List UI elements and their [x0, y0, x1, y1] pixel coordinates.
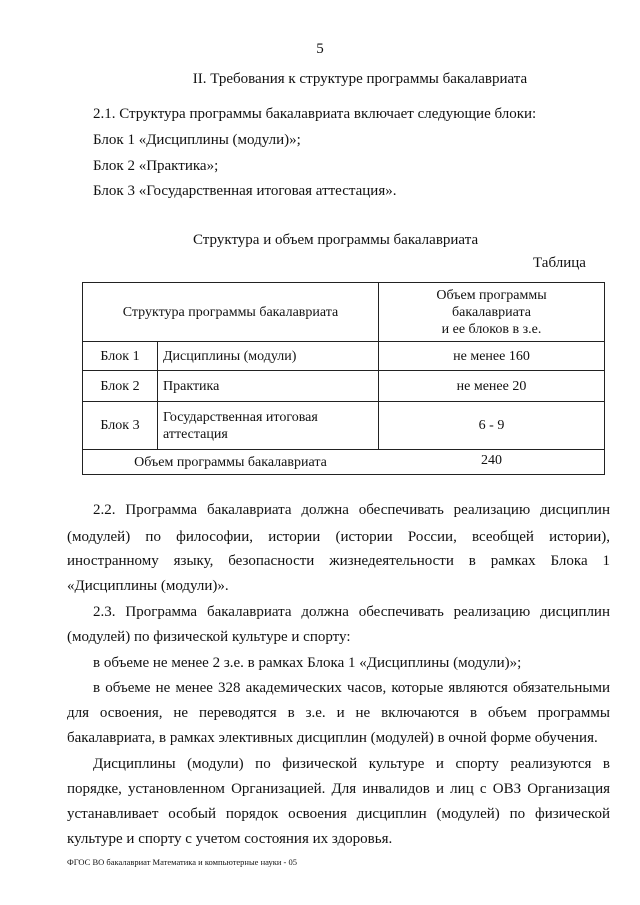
table-total-label: Объем программы бакалавриата	[134, 454, 327, 470]
name-line: аттестация	[163, 426, 228, 442]
table-label: Таблица	[533, 255, 586, 271]
paragraph-line: для освоения, не переводятся в з.е. и не включаются в объем программы	[67, 705, 610, 721]
paragraph-line: иностранному языку, безопасности жизнедеятельности в рамках Блока 1	[67, 553, 610, 569]
table-header-volume	[379, 283, 604, 341]
name-line: Государственная итоговая	[163, 409, 318, 425]
table-cell-block: Блок 1	[100, 348, 140, 364]
paragraph-line: (модулей) по философии, истории (истории России, всеобщей истории),	[67, 529, 610, 545]
table-cell-volume: не менее 160	[453, 348, 530, 364]
table-cell-name: Дисциплины (модули)	[163, 348, 297, 364]
paragraph-line: устанавливает особый порядок освоения дисциплин (модулей) по физической	[67, 806, 610, 822]
header-volume-line: и ее блоков в з.е.	[441, 321, 542, 337]
intro-line: Блок 3 «Государственная итоговая аттестация».	[93, 183, 397, 199]
paragraph-line: порядке, установленном Организацией. Для инвалидов и лиц с ОВЗ Организация	[67, 781, 610, 797]
table-total-value: 240	[481, 452, 502, 468]
paragraph-line: в объеме не менее 328 академических часов, которые являются обязательными	[93, 680, 610, 696]
footer: ФГОС ВО бакалавриат Математика и компьютерные науки - 05	[67, 857, 297, 867]
paragraph-line: бакалавриата, в рамках элективных дисциплин (модулей) в очной форме обучения.	[67, 730, 598, 746]
table-cell-block: Блок 3	[100, 418, 140, 433]
table-cell-block: Блок 2	[100, 378, 140, 394]
intro-line: Блок 2 «Практика»;	[93, 158, 219, 174]
table-cell-name	[158, 402, 378, 449]
table-cell-volume: 6 - 9	[478, 418, 505, 433]
paragraph-line: культуре и спорту с учетом состояния их здоровья.	[67, 831, 393, 847]
paragraph-line: Дисциплины (модули) по физической культуре и спорту реализуются в	[93, 756, 610, 772]
table-cell-name: Практика	[163, 378, 220, 394]
paragraph-line: в объеме не менее 2 з.е. в рамках Блока 1 «Дисциплины (модули)»;	[93, 655, 522, 671]
paragraph-line: «Дисциплины (модули)».	[67, 578, 229, 594]
table-header-structure: Структура программы бакалавриата	[122, 304, 339, 320]
paragraph-line: (модулей) по физической культуре и спорту:	[67, 629, 351, 645]
structure-table	[82, 282, 605, 475]
paragraph-line: 2.3. Программа бакалавриата должна обеспечивать реализацию дисциплин	[93, 604, 610, 620]
table-cell-volume: не менее 20	[456, 378, 527, 394]
header-volume-line: Объем программы	[436, 287, 547, 303]
intro-line: 2.1. Структура программы бакалавриата включает следующие блоки:	[93, 106, 537, 122]
page-number: 5	[316, 41, 324, 57]
header-volume-line: бакалавриата	[452, 304, 531, 320]
paragraph-line: 2.2. Программа бакалавриата должна обеспечивать реализацию дисциплин	[93, 502, 610, 518]
table-title: Структура и объем программы бакалавриата	[193, 232, 479, 248]
intro-line: Блок 1 «Дисциплины (модули)»;	[93, 132, 301, 148]
section-title: II. Требования к структуре программы бакалавриата	[192, 71, 528, 87]
